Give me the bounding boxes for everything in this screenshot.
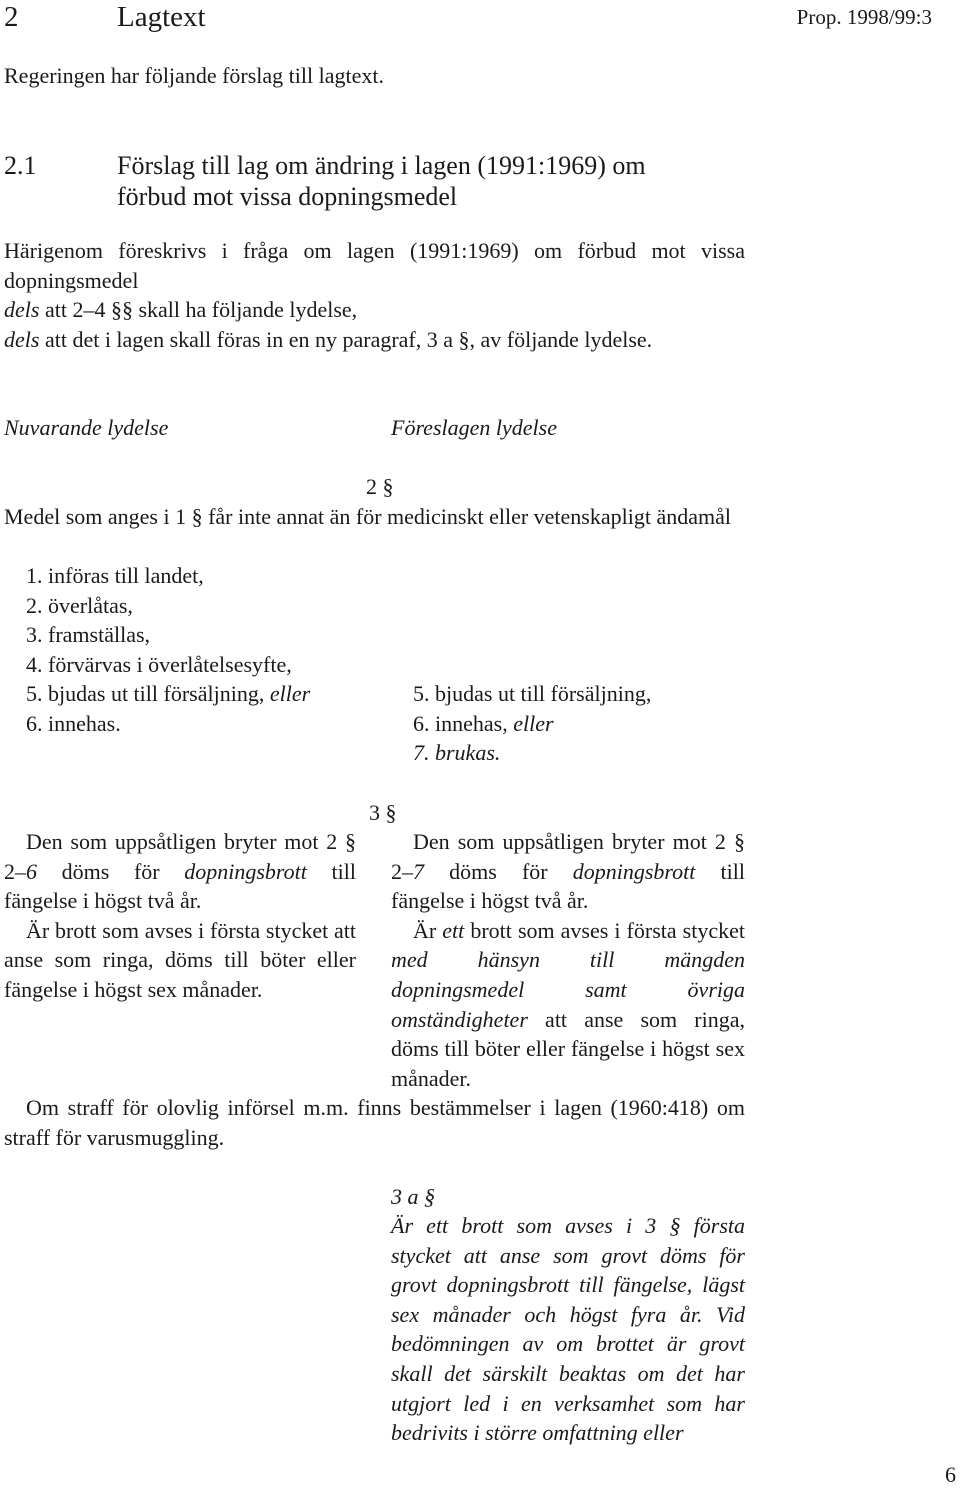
dels-text: att 2–4 §§ skall ha följande lydelse, xyxy=(39,297,358,322)
dels-em: dels xyxy=(4,297,40,322)
chapter-number: 2 xyxy=(4,1,19,33)
section-title xyxy=(117,150,757,212)
text-run: till fängelse i högst två år. xyxy=(391,858,745,914)
section-3a-heading: 3 a § xyxy=(391,1184,435,1209)
current-paragraph-1 xyxy=(4,827,356,916)
section-2-heading: 2 § xyxy=(366,474,394,499)
proposed-paragraph-2 xyxy=(391,916,745,1094)
list-item xyxy=(413,709,651,739)
item-text: 5. bjudas ut till försäljning, xyxy=(26,681,270,707)
current-paragraph-2: Är brott som avses i första stycket att anse som ringa, döms till böter eller fängelse i högst sex månader. xyxy=(4,917,356,1002)
section-number: 2.1 xyxy=(4,151,37,180)
dels-em: dels xyxy=(4,327,40,352)
text-run: döms för xyxy=(37,858,185,884)
proposed-paragraph-1 xyxy=(391,827,745,916)
chapter-title: Lagtext xyxy=(117,1,206,33)
text-run: till fängelse i högst två år. xyxy=(4,858,356,914)
section-2-intro: Medel som anges i 1 § får inte annat än för medicinskt eller vetenskapligt ändamål xyxy=(4,504,731,529)
text-run: Är xyxy=(413,917,443,943)
text-em: ett xyxy=(442,917,465,943)
page-number: 6 xyxy=(945,1462,956,1487)
list-item xyxy=(26,679,310,709)
text-run: Den som uppsåtligen bryter mot 2 § 2– xyxy=(391,829,745,884)
preamble-dels-2 xyxy=(4,325,745,355)
list-item xyxy=(413,738,651,768)
section-title-line: Förslag till lag om ändring i lagen (1991:1969) om xyxy=(117,151,646,180)
section-2-proposed-list xyxy=(413,679,651,768)
list-item: 2. överlåtas, xyxy=(26,592,133,618)
preamble-dels-1 xyxy=(4,295,745,325)
text-em: 7 xyxy=(413,858,424,884)
text-run: att anse som ringa, döms till böter eller fängelse i högst sex månader. xyxy=(391,1006,745,1091)
text-run: brott som avses i första stycket xyxy=(464,917,745,943)
section-2-list xyxy=(26,561,310,739)
section-3-footer-paragraph: Om straff för olovlig införsel m.m. finns bestämmelser i lagen (1960:418) om straff för varusmuggling. xyxy=(4,1095,745,1150)
item-text: 6. innehas, xyxy=(413,710,514,736)
item-em: eller xyxy=(513,710,554,736)
list-item: 4. förvärvas i överlåtelsesyfte, xyxy=(26,651,292,677)
text-em: 6 xyxy=(26,858,37,884)
text-em: dopningsbrott xyxy=(184,858,307,884)
section-3-current xyxy=(4,827,356,1005)
text-run: döms för xyxy=(424,858,573,884)
item-em: eller xyxy=(269,681,311,707)
list-item: 1. införas till landet, xyxy=(26,563,204,588)
dels-text: att det i lagen skall föras in en ny paragraf, 3 a §, av följande lydelse. xyxy=(39,327,653,352)
text-em: dopningsbrott xyxy=(572,858,696,884)
preamble-paragraph: Härigenom föreskrivs i fråga om lagen (1991:1969) om förbud mot vissa dopningsmedel xyxy=(4,238,745,293)
column-heading-current: Nuvarande lydelse xyxy=(4,415,169,440)
list-item: 5. bjudas ut till försäljning, xyxy=(413,681,652,706)
prop-reference: Prop. 1998/99:3 xyxy=(796,5,932,29)
list-item: 6. innehas. xyxy=(26,710,121,736)
text-em: med hänsyn till mängden dopningsmedel samt övriga omständigheter xyxy=(391,947,745,1032)
item-em: 7. brukas. xyxy=(413,740,501,766)
text-run: Den som uppsåtligen bryter mot 2 § 2– xyxy=(4,829,356,884)
section-title-line: förbud mot vissa dopningsmedel xyxy=(117,182,458,211)
list-item: 3. framställas, xyxy=(26,622,151,648)
column-heading-proposed: Föreslagen lydelse xyxy=(391,415,557,440)
section-3-proposed xyxy=(391,827,745,1093)
section-3-heading: 3 § xyxy=(369,800,397,825)
intro-text: Regeringen har följande förslag till lagtext. xyxy=(4,63,384,88)
section-3a-text: Är ett brott som avses i 3 § första stycket att anse som grovt döms för grovt dopningsbrott till fängelse, lägst sex månader och högst fyra år. Vid bedömningen av om brottet är grovt skall det särskilt beaktas om det har utgjort led i en verksamhet som har bedrivits i större omfattning eller xyxy=(391,1213,745,1446)
